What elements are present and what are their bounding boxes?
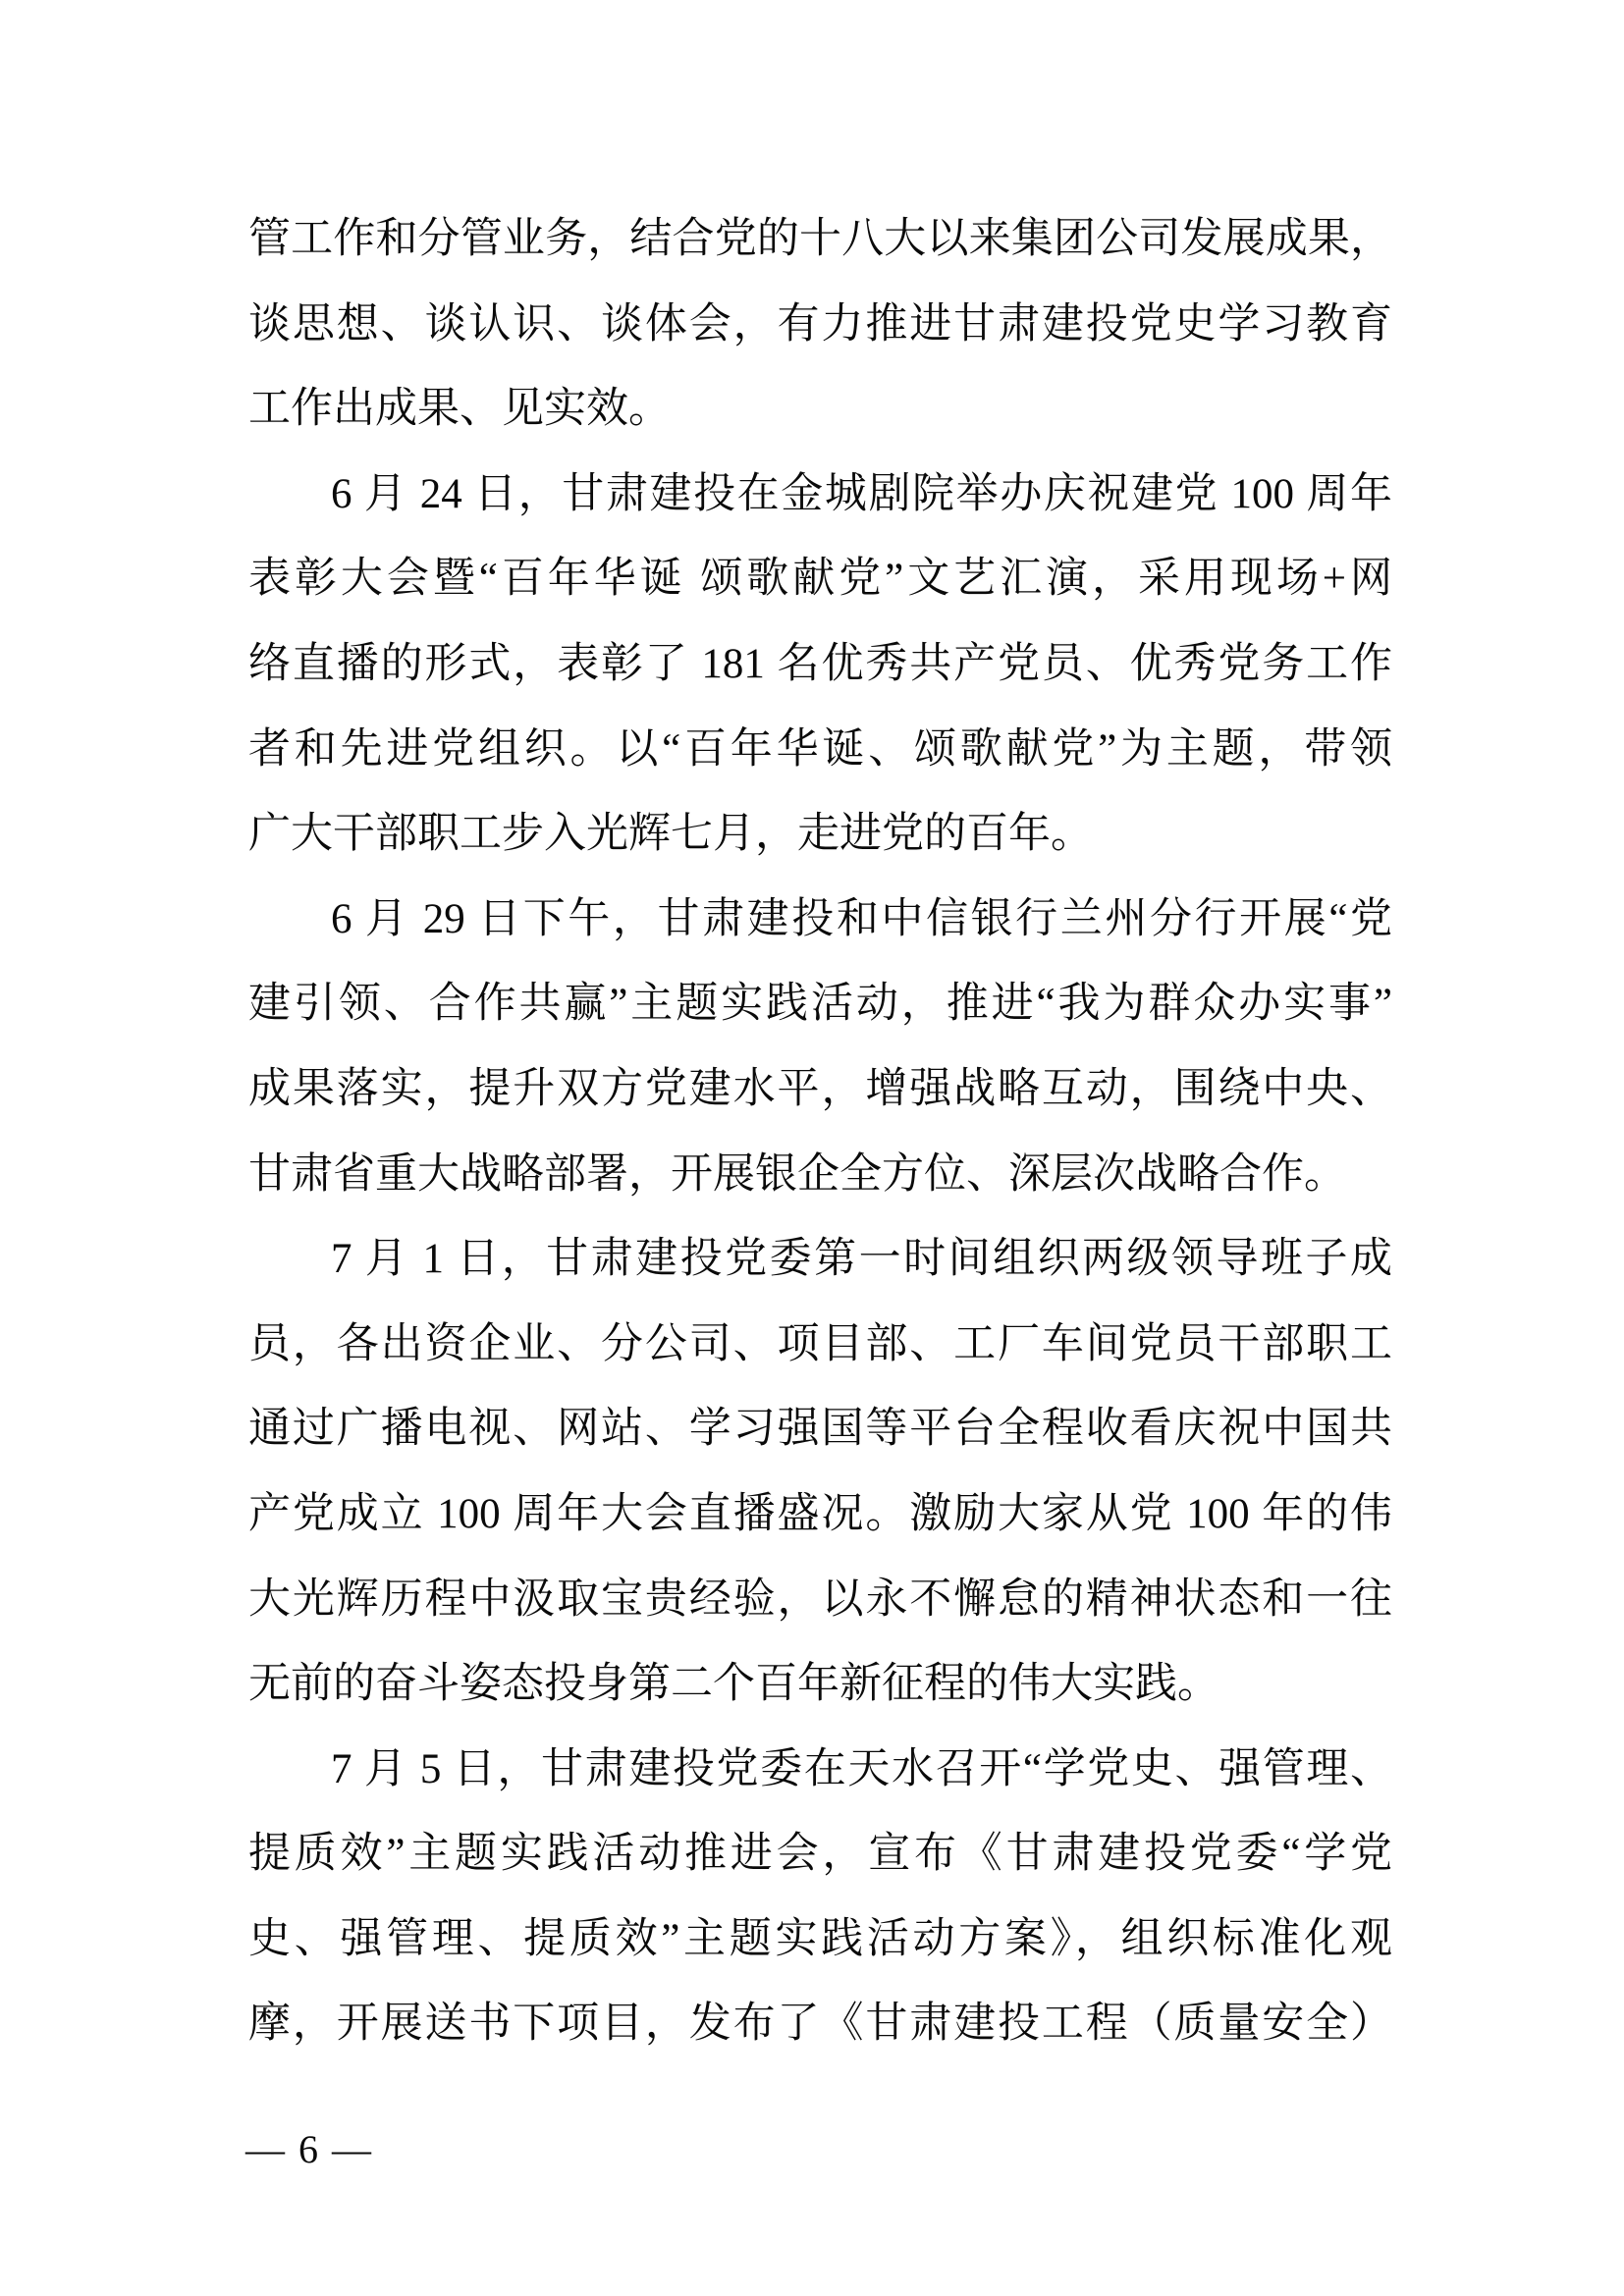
text-line: 6 月 29 日下午，甘肃建投和中信银行兰州分行开展“党 [331, 895, 1392, 942]
text-line: 表彰大会暨“百年华诞 颂歌献党”文艺汇演，采用现场+网 [248, 556, 1392, 603]
text-line: 6 月 24 日，甘肃建投在金城剧院举办庆祝建党 100 周年 [331, 470, 1392, 517]
text-line: 提质效”主题实践活动推进会，宣布《甘肃建投党委“学党 [248, 1831, 1392, 1878]
text-line: 无前的奋斗姿态投身第二个百年新征程的伟大实践。 [248, 1661, 1219, 1708]
page-number: — 6 — [245, 2127, 373, 2171]
text-line: 产党成立 100 周年大会直播盛况。激励大家从党 100 年的伟 [248, 1490, 1392, 1537]
text-line: 广大干部职工步入光辉七月，走进党的百年。 [248, 811, 1093, 858]
text-line: 史、强管理、提质效”主题实践活动方案》，组织标准化观 [248, 1915, 1392, 1962]
text-line: 7 月 1 日，甘肃建投党委第一时间组织两级领导班子成 [331, 1236, 1392, 1283]
text-line: 络直播的形式，表彰了 181 名优秀共产党员、优秀党务工作 [248, 640, 1392, 687]
text-line: 7 月 5 日，甘肃建投党委在天水召开“学党史、强管理、 [331, 1745, 1392, 1792]
text-line: 管工作和分管业务，结合党的十八大以来集团公司发展成果， [248, 216, 1392, 262]
text-line: 者和先进党组织。以“百年华诞、颂歌献党”为主题，带领 [248, 725, 1392, 773]
text-line: 谈思想、谈认识、谈体会，有力推进甘肃建投党史学习教育 [248, 300, 1392, 347]
document-text [248, 197, 1392, 2067]
text-line: 摩，开展送书下项目，发布了《甘肃建投工程（质量安全） [248, 2001, 1392, 2048]
text-line: 大光辉历程中汲取宝贵经验，以永不懈怠的精神状态和一往 [248, 1575, 1392, 1623]
text-line: 甘肃省重大战略部署，开展银企全方位、深层次战略合作。 [248, 1150, 1346, 1198]
text-line: 工作出成果、见实效。 [248, 386, 671, 433]
text-line: 通过广播电视、网站、学习强国等平台全程收看庆祝中国共 [248, 1406, 1392, 1453]
text-line: 建引领、合作共赢”主题实践活动，推进“我为群众办实事” [248, 981, 1392, 1028]
text-line: 成果落实，提升双方党建水平，增强战略互动，围绕中央、 [248, 1065, 1392, 1112]
text-line: 员，各出资企业、分公司、项目部、工厂车间党员干部职工 [248, 1320, 1392, 1367]
